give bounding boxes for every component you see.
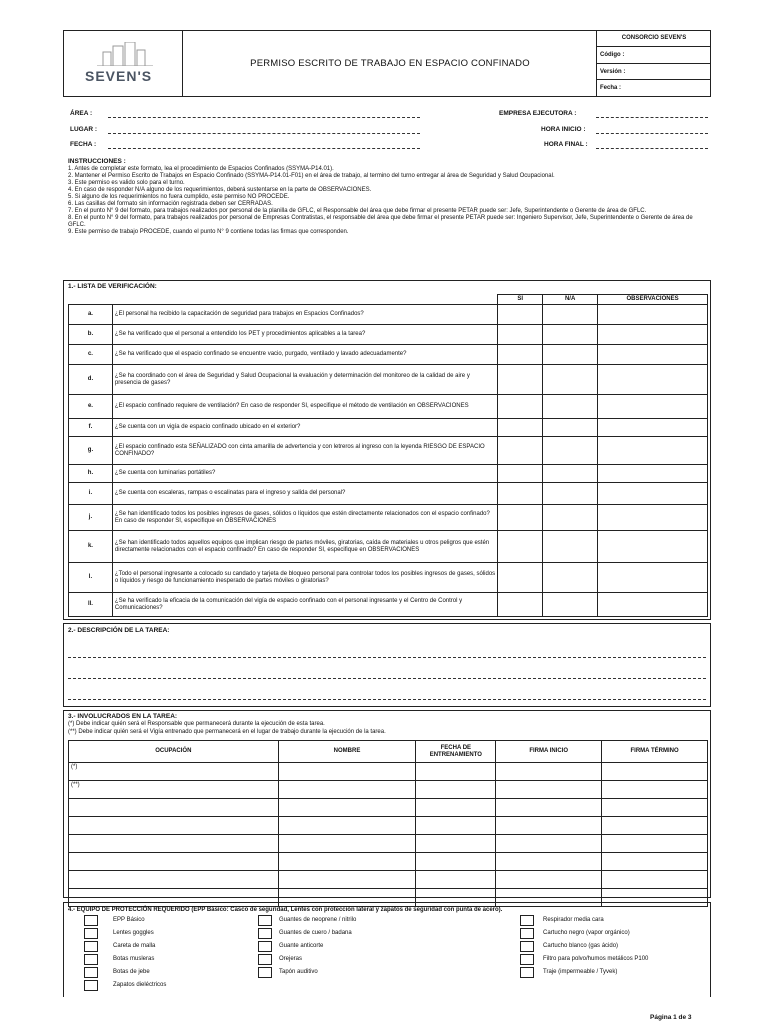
firma-termino-cell[interactable] [602, 781, 708, 799]
row-letter: h. [69, 465, 113, 483]
table-row [69, 531, 708, 563]
ocupacion-cell[interactable] [69, 799, 279, 817]
table-row [69, 419, 708, 437]
firma-termino-cell[interactable] [602, 835, 708, 853]
empresa-label: EMPRESA EJECUTORA : [499, 110, 577, 117]
si-cell[interactable] [498, 395, 543, 419]
epp-item-label: Filtro para polvo/humos metálicos P100 [543, 956, 649, 962]
instruction-item: 6. Las casillas del formato sin información registrada deben ser CERRADAS. [68, 201, 273, 207]
ocupacion-cell[interactable] [69, 871, 279, 889]
row-letter: c. [69, 345, 113, 365]
na-cell[interactable] [543, 505, 598, 531]
table-row [69, 505, 708, 531]
col-observaciones: OBSERVACIONES [598, 295, 708, 305]
epp-checkbox[interactable] [84, 980, 98, 991]
firma-inicio-cell[interactable] [496, 781, 602, 799]
area-field[interactable] [108, 117, 420, 118]
page-number: Página 1 de 3 [650, 1014, 692, 1021]
obs-cell[interactable] [598, 505, 708, 531]
epp-checkbox[interactable] [84, 915, 98, 926]
nombre-cell[interactable] [278, 781, 416, 799]
logo-text: SEVEN'S [85, 68, 153, 84]
instruction-item: 7. En el punto N° 9 del formato, para trabajos realizados por personal de la planilla de GFLC, el Responsable del área que debe firmar el presente PETAR puede ser: Jefe, Superintendente o Gerente de área de GFLC. [68, 208, 647, 214]
lugar-field[interactable] [108, 133, 420, 134]
ocupacion-cell[interactable]: (**) [69, 781, 279, 799]
epp-checkbox[interactable] [258, 941, 272, 952]
involved-note-1: (*) Debe indicar quién será el Responsable que permanecerá durante la ejecución de esta tarea. [68, 721, 325, 727]
epp-item-label: Guante anticorte [279, 943, 324, 949]
involved-title: 3.- INVOLUCRADOS EN LA TAREA: [68, 713, 178, 720]
epp-item-label: Guantes de cuero / badana [279, 930, 352, 936]
obs-cell[interactable] [598, 419, 708, 437]
row-letter: l. [69, 563, 113, 593]
company-name: CONSORCIO SEVEN'S [597, 30, 711, 47]
nombre-cell[interactable] [278, 817, 416, 835]
si-cell[interactable] [498, 365, 543, 395]
nombre-cell[interactable] [278, 763, 416, 781]
row-question: ¿Se ha verificado que el espacio confinado se encuentre vacio, purgado, ventilado y lavado adecuadamente? [112, 345, 497, 365]
obs-cell[interactable] [598, 563, 708, 593]
logo-buildings-icon [95, 42, 155, 66]
hora-final-label: HORA FINAL : [544, 141, 588, 148]
table-row [69, 305, 708, 325]
row-letter: d. [69, 365, 113, 395]
firma-inicio-cell[interactable] [496, 835, 602, 853]
na-cell[interactable] [543, 395, 598, 419]
ocupacion-cell[interactable]: (*) [69, 763, 279, 781]
row-letter: b. [69, 325, 113, 345]
involved-note-2: (**) Debe indicar quién será el Vigía entrenado que permanecerá en el lugar de trabajo durante la ejecución de la tarea. [68, 729, 386, 735]
description-line[interactable] [68, 678, 706, 679]
table-row [69, 871, 708, 889]
lugar-label: LUGAR : [70, 126, 98, 133]
fecha-cell[interactable] [416, 763, 496, 781]
fecha-cell[interactable] [416, 781, 496, 799]
firma-termino-cell[interactable] [602, 817, 708, 835]
epp-checkbox[interactable] [84, 941, 98, 952]
si-cell[interactable] [498, 419, 543, 437]
involved-table [68, 740, 708, 907]
obs-cell[interactable] [598, 325, 708, 345]
row-question: ¿Todo el personal ingresante a colocado su candado y tarjeta de bloqueo personal para controlar todos los posibles ingresos de gases, sólidos o líquidos y riesgo de funcionamiento inesperado de partes móviles o giratorias? [112, 563, 497, 593]
na-cell[interactable] [543, 419, 598, 437]
table-row [69, 325, 708, 345]
row-letter: f. [69, 419, 113, 437]
col-na: N/A [543, 295, 598, 305]
epp-checkbox[interactable] [258, 928, 272, 939]
si-cell[interactable] [498, 505, 543, 531]
nombre-cell[interactable] [278, 853, 416, 871]
table-row [69, 365, 708, 395]
epp-checkbox[interactable] [84, 954, 98, 965]
epp-item-label: Careta de malla [113, 943, 156, 949]
table-row [69, 345, 708, 365]
instruction-item: 4. En caso de responder N/A alguno de los requerimientos, deberá sustentarse en la parte de OBSERVACIONES. [68, 187, 372, 193]
table-row [69, 395, 708, 419]
epp-checkbox[interactable] [520, 941, 534, 952]
table-row [69, 465, 708, 483]
row-letter: k. [69, 531, 113, 563]
fecha-cell[interactable] [416, 835, 496, 853]
firma-inicio-cell[interactable] [496, 817, 602, 835]
instructions-title: INSTRUCCIONES : [68, 158, 126, 165]
ocupacion-cell[interactable] [69, 835, 279, 853]
col-nombre: NOMBRE [278, 741, 416, 763]
epp-title: 4.- EQUIPO DE PROTECCIÓN REQUERIDO (EPP Básico: Casco de seguridad, Lentes con protección lateral y zapatos de seguridad con punta de acero). [68, 907, 503, 913]
epp-item-label: Tapón auditivo [279, 969, 318, 975]
instruction-item: 3. Este permiso es valido solo para el turno. [68, 180, 185, 186]
instruction-item: 5. Si alguno de los requerimientos no fuera cumplido, este permiso NO PROCEDE. [68, 194, 290, 200]
table-row [69, 817, 708, 835]
si-cell[interactable] [498, 437, 543, 465]
header-right [596, 30, 711, 97]
row-question: ¿El espacio confinado esta SEÑALIZADO con cinta amarilla de advertencia y con letreros al ingreso con la leyenda RIESGO DE ESPACIO CONFINADO? [112, 437, 497, 465]
si-cell[interactable] [498, 563, 543, 593]
firma-termino-cell[interactable] [602, 799, 708, 817]
obs-cell[interactable] [598, 593, 708, 617]
obs-cell[interactable] [598, 483, 708, 505]
na-cell[interactable] [543, 437, 598, 465]
col-ocupacion: OCUPACIÓN [69, 741, 279, 763]
form-title: PERMISO ESCRITO DE TRABAJO EN ESPACIO CONFINADO [250, 58, 530, 69]
epp-checkbox[interactable] [84, 928, 98, 939]
instruction-item: 8. En el punto N° 9 del formato, para trabajos realizados por personal de Empresas Contratistas, el responsable del área que debe firmar el presente PETAR puede ser: Ingeniero Supervisor, Jefe, Superintendente o Gerente de área de GFLC. [68, 215, 693, 228]
empresa-field[interactable] [596, 117, 708, 118]
firma-inicio-cell[interactable] [496, 763, 602, 781]
nombre-cell[interactable] [278, 799, 416, 817]
table-row [69, 563, 708, 593]
obs-cell[interactable] [598, 395, 708, 419]
row-letter: g. [69, 437, 113, 465]
hora-inicio-field[interactable] [596, 133, 708, 134]
nombre-cell[interactable] [278, 871, 416, 889]
instruction-item: 2. Mantener el Permiso Escrito de Trabajos en Espacio Confinado (SSYMA-P14.01-F01) en el área de trabajo, al termino del turno entregar al área de Seguridad y Salud Ocupacional. [68, 173, 555, 179]
epp-checkbox[interactable] [520, 967, 534, 978]
fecha-cell[interactable] [416, 871, 496, 889]
table-row [69, 835, 708, 853]
row-letter: i. [69, 483, 113, 505]
obs-cell[interactable] [598, 365, 708, 395]
row-question: ¿Se han identificado todos aquellos equipos que implican riesgo de partes móviles, giratorias, caída de materiales u otros peligros que estén directamente relacionados con el espacio confinado? En caso de responder SI, especifique en OBSERVACIONES [112, 531, 497, 563]
checklist-table [68, 294, 708, 617]
row-question: ¿El espacio confinado requiere de ventilación? En caso de responder SI, especifique el método de ventilación en OBSERVACIONES [112, 395, 497, 419]
obs-cell[interactable] [598, 531, 708, 563]
epp-item-label: Orejeras [279, 956, 303, 962]
ocupacion-cell[interactable] [69, 817, 279, 835]
na-cell[interactable] [543, 483, 598, 505]
col-si: SI [498, 295, 543, 305]
na-cell[interactable] [543, 325, 598, 345]
instruction-item: 9. Este permiso de trabajo PROCEDE, cuando el punto N° 9 contiene todas las firmas que corresponden. [68, 229, 349, 235]
table-row [69, 781, 708, 799]
epp-item-label: Traje (impermeable / Tyvek) [543, 969, 618, 975]
epp-item-label: Respirador media cara [543, 917, 604, 923]
row-question: ¿Se cuenta con luminarias portátiles? [112, 465, 497, 483]
table-row [69, 763, 708, 781]
col-firma-inicio: FIRMA INICIO [496, 741, 602, 763]
row-letter: ll. [69, 593, 113, 617]
firma-inicio-cell[interactable] [496, 853, 602, 871]
firma-inicio-cell[interactable] [496, 871, 602, 889]
version-label: Versión : [597, 64, 711, 80]
epp-item-label: EPP Básico [113, 917, 145, 923]
na-cell[interactable] [543, 531, 598, 563]
na-cell[interactable] [543, 365, 598, 395]
table-row [69, 483, 708, 505]
si-cell[interactable] [498, 483, 543, 505]
si-cell[interactable] [498, 593, 543, 617]
fecha-cell[interactable] [416, 799, 496, 817]
table-row [69, 437, 708, 465]
fecha-field[interactable] [108, 148, 420, 149]
hora-final-field[interactable] [596, 148, 708, 149]
table-row [69, 593, 708, 617]
na-cell[interactable] [543, 345, 598, 365]
epp-checkbox[interactable] [84, 967, 98, 978]
firma-termino-cell[interactable] [602, 871, 708, 889]
instructions [68, 158, 708, 236]
description-title: 2.- DESCRIPCIÓN DE LA TAREA: [68, 627, 170, 634]
si-cell[interactable] [498, 325, 543, 345]
epp-item-label: Zapatos dieléctricos [113, 982, 167, 988]
row-letter: a. [69, 305, 113, 325]
si-cell[interactable] [498, 345, 543, 365]
table-row [69, 799, 708, 817]
na-cell[interactable] [543, 465, 598, 483]
epp-item-label: Guantes de neoprene / nitrilo [279, 917, 357, 923]
obs-cell[interactable] [598, 345, 708, 365]
na-cell[interactable] [543, 593, 598, 617]
nombre-cell[interactable] [278, 835, 416, 853]
na-cell[interactable] [543, 563, 598, 593]
instruction-item: 1. Antes de completar este formato, lea el procedimiento de Espacios Confinados (SSYMA-P14.01). [68, 166, 334, 172]
epp-item-label: Cartucho blanco (gas ácido) [543, 943, 619, 949]
obs-cell[interactable] [598, 305, 708, 325]
epp-item-label: Cartucho negro (vapor orgánico) [543, 930, 630, 936]
row-question: ¿Se cuenta con escaleras, rampas o escalinatas para el ingreso y salida del personal? [112, 483, 497, 505]
epp-checkbox[interactable] [258, 915, 272, 926]
row-letter: j. [69, 505, 113, 531]
row-question: ¿El personal ha recibido la capacitación de seguridad para trabajos en Espacios Confinados? [112, 305, 497, 325]
table-row [69, 853, 708, 871]
logo-box [63, 30, 183, 97]
epp-checkbox[interactable] [520, 915, 534, 926]
hora-inicio-label: HORA INICIO : [541, 126, 586, 133]
firma-inicio-cell[interactable] [496, 799, 602, 817]
row-question: ¿Se ha verificado que el personal a entendido los PET y procedimientos aplicables a la tarea? [112, 325, 497, 345]
epp-checkbox[interactable] [258, 967, 272, 978]
col-fecha-entrenamiento: FECHA DE ENTRENAMIENTO [416, 741, 496, 763]
na-cell[interactable] [543, 305, 598, 325]
description-line[interactable] [68, 657, 706, 658]
firma-termino-cell[interactable] [602, 763, 708, 781]
checklist-title: 1.- LISTA DE VERIFICACIÓN: [68, 283, 157, 290]
firma-termino-cell[interactable] [602, 853, 708, 871]
epp-item-label: Botas musleras [113, 956, 155, 962]
fecha-cell[interactable] [416, 853, 496, 871]
row-question: ¿Se ha coordinado con el área de Seguridad y Salud Ocupacional la evaluación y determinación del monitoreo de la calidad de aire y presencia de gases? [112, 365, 497, 395]
description-section [63, 623, 711, 707]
fecha-field-label: FECHA : [70, 141, 97, 148]
row-question: ¿Se ha verificado la eficacia de la comunicación del vigía de espacio confinado con el personal ingresante y el Centro de Control y Comunicaciones? [112, 593, 497, 617]
fecha-cell[interactable] [416, 817, 496, 835]
description-line[interactable] [68, 699, 706, 700]
ocupacion-cell[interactable] [69, 853, 279, 871]
row-letter: e. [69, 395, 113, 419]
epp-item-label: Lentes goggles [113, 930, 154, 936]
epp-checkbox[interactable] [520, 954, 534, 965]
col-firma-termino: FIRMA TÉRMINO [602, 741, 708, 763]
area-label: ÁREA : [70, 110, 93, 117]
obs-cell[interactable] [598, 465, 708, 483]
epp-checkbox[interactable] [520, 928, 534, 939]
si-cell[interactable] [498, 531, 543, 563]
fecha-label: Fecha : [600, 85, 622, 91]
epp-item-label: Botas de jebe [113, 969, 150, 975]
epp-checkbox[interactable] [258, 954, 272, 965]
si-cell[interactable] [498, 305, 543, 325]
obs-cell[interactable] [598, 437, 708, 465]
row-question: ¿Se cuenta con un vigía de espacio confinado ubicado en el exterior? [112, 419, 497, 437]
codigo-label: Código : [597, 47, 711, 64]
si-cell[interactable] [498, 465, 543, 483]
row-question: ¿Se han identificado todos los posibles ingresos de gases, sólidos o líquidos que estén directamente relacionados con el espacio confinado? En caso de responder SI, especifique en OBSERVACIONES [112, 505, 497, 531]
